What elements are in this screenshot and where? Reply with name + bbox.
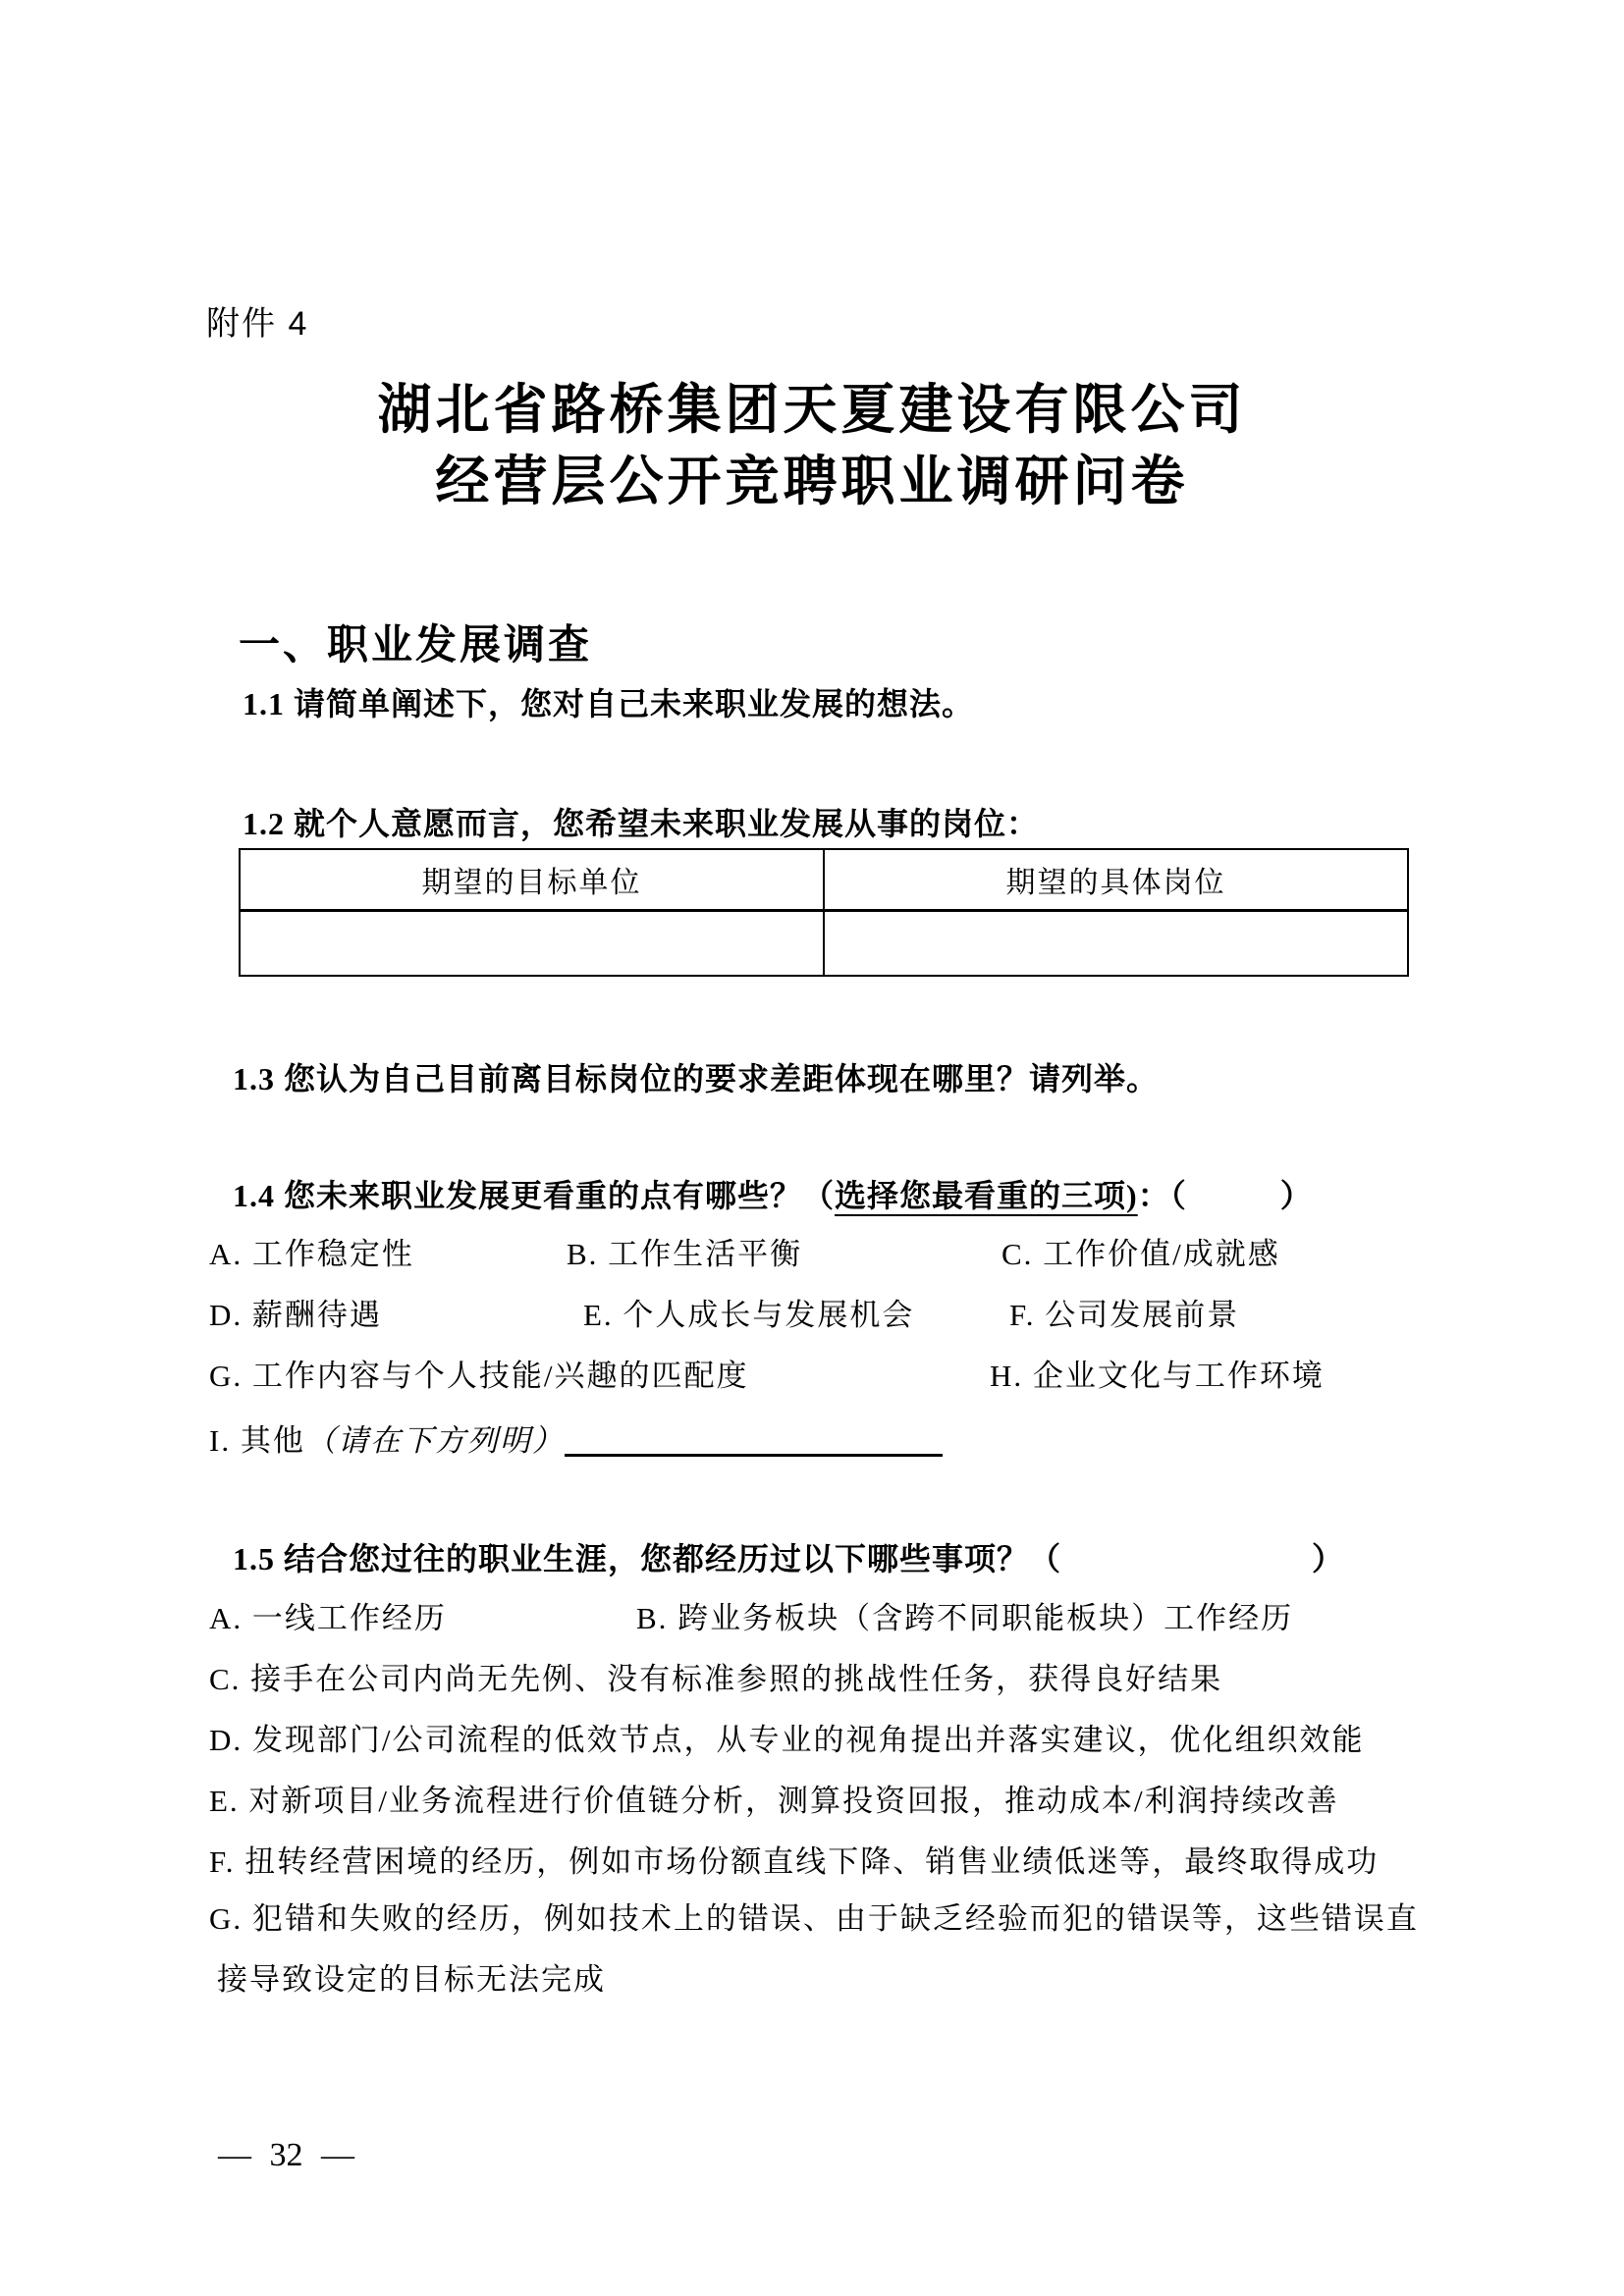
document-title-line1: 湖北省路桥集团天夏建设有限公司 — [377, 380, 1247, 440]
question-1-4 — [233, 1177, 1313, 1214]
question-1-4-colon: ：（ — [1137, 1178, 1187, 1213]
table-header-target-unit: 期望的目标单位 — [240, 849, 824, 911]
option-1-4-f: F. 公司发展前景 — [1009, 1298, 1240, 1332]
question-1-4-close-paren: ） — [1279, 1178, 1313, 1213]
option-1-5-e: E. 对新项目/业务流程进行价值链分析，测算投资回报，推动成本/利润持续改善 — [209, 1784, 1339, 1818]
option-1-4-i — [209, 1418, 943, 1459]
option-1-4-i-note: （请在下方列明） — [304, 1423, 565, 1458]
table-header-row — [240, 849, 1408, 911]
question-1-4-underlined: 选择您最看重的三项) — [835, 1178, 1138, 1213]
table-cell-specific-post — [824, 911, 1408, 977]
option-1-4-c: C. 工作价值/成就感 — [1001, 1237, 1280, 1271]
option-1-4-h: H. 企业文化与工作环境 — [990, 1359, 1325, 1393]
option-1-5-g: G. 犯错和失败的经历，例如技术上的错误、由于缺乏经验而犯的错误等，这些错误直 — [209, 1901, 1419, 1936]
question-1-5-prefix: 1.5 结合您过往的职业生涯，您都经历过以下哪些事项？（ — [233, 1541, 1062, 1576]
question-1-1: 1.1 请简单阐述下，您对自己未来职业发展的想法。 — [243, 686, 975, 721]
question-1-5 — [233, 1540, 1344, 1577]
option-1-4-g: G. 工作内容与个人技能/兴趣的匹配度 — [209, 1359, 749, 1393]
section-heading: 一、职业发展调查 — [239, 621, 593, 667]
option-1-5-b: B. 跨业务板块（含跨不同职能板块）工作经历 — [636, 1601, 1294, 1635]
option-1-4-e: E. 个人成长与发展机会 — [583, 1298, 915, 1332]
question-1-2: 1.2 就个人意愿而言，您希望未来职业发展从事的岗位： — [243, 806, 1040, 841]
attachment-label: 附件 4 — [206, 305, 309, 343]
document-title-line2: 经营层公开竞聘职业调研问卷 — [435, 452, 1189, 511]
option-1-4-a: A. 工作稳定性 — [209, 1237, 414, 1271]
option-1-4-i-label: I. 其他 — [209, 1423, 305, 1458]
table-header-specific-post: 期望的具体岗位 — [824, 849, 1408, 911]
question-1-4-prefix: 1.4 您未来职业发展更看重的点有哪些？（ — [233, 1178, 836, 1213]
option-1-5-f: F. 扭转经营困境的经历，例如市场份额直线下降、销售业绩低迷等，最终取得成功 — [209, 1844, 1380, 1879]
option-1-4-d: D. 薪酬待遇 — [209, 1298, 382, 1332]
option-1-5-d: D. 发现部门/公司流程的低效节点，从专业的视角提出并落实建议，优化组织效能 — [209, 1723, 1365, 1757]
fill-in-blank-line — [565, 1418, 943, 1457]
expected-position-table — [239, 848, 1409, 977]
option-1-5-a: A. 一线工作经历 — [209, 1601, 447, 1635]
page-number: — 32 — — [218, 2137, 354, 2173]
table-row — [240, 911, 1408, 977]
question-1-3: 1.3 您认为自己目前离目标岗位的要求差距体现在哪里？请列举。 — [233, 1061, 1160, 1096]
option-1-5-g-continuation: 接导致设定的目标无法完成 — [217, 1962, 606, 1997]
option-1-4-b: B. 工作生活平衡 — [567, 1237, 803, 1271]
table-cell-target-unit — [240, 911, 824, 977]
option-1-5-c: C. 接手在公司内尚无先例、没有标准参照的挑战性任务，获得良好结果 — [209, 1662, 1223, 1696]
question-1-5-close-paren: ） — [1312, 1541, 1345, 1576]
